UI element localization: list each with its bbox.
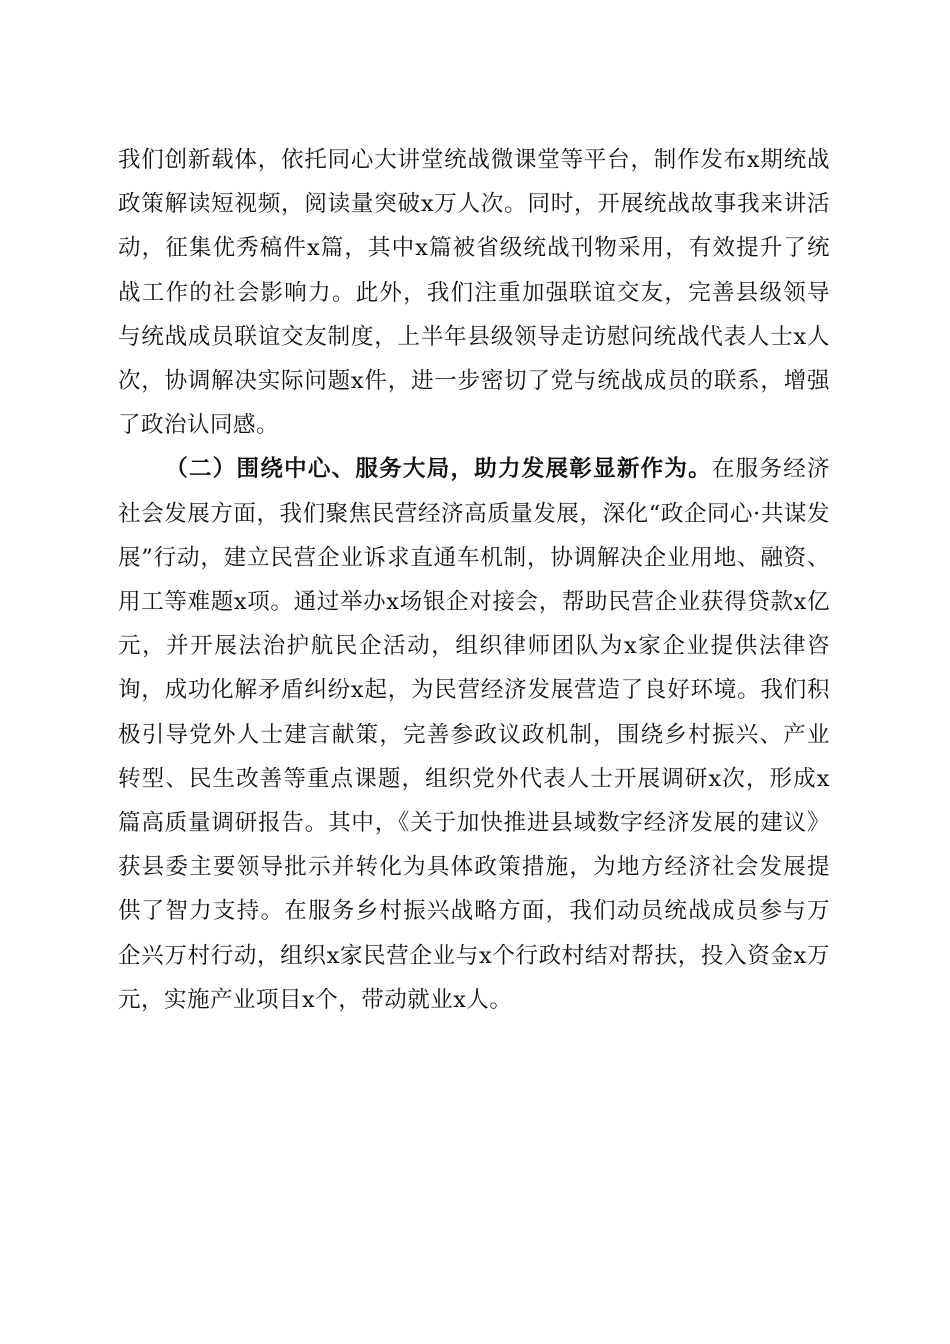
document-page [118,138,830,1022]
section-2-heading: （二）围绕中心、服务大局，助力发展彰显新作为。 [165,456,712,483]
paragraph-1: 我们创新载体，依托同心大讲堂统战微课堂等平台，制作发布x期统战政策解读短视频，阅读量突破x万人次。同时，开展统战故事我来讲活动，征集优秀稿件x篇，其中x篇被省级统战刊物采用，有效提升了统战工作的社会影响力。此外，我们注重加强联谊交友，完善县级领导与统战成员联谊交友制度，上半年县级领导走访慰问统战代表人士x人次，协调解决实际问题x件，进一步密切了党与统战成员的联系，增强了政治认同感。 [118,147,830,439]
section-2-body: 在服务经济社会发展方面，我们聚焦民营经济高质量发展，深化“政企同心·共谋发展”行动，建立民营企业诉求直通车机制，协调解决企业用地、融资、用工等难题x项。通过举办x场银企对接会，帮助民营企业获得贷款x亿元，并开展法治护航民企活动，组织律师团队为x家企业提供法律咨询，成功化解矛盾纠纷x起，为民营经济发展营造了良好环境。我们积极引导党外人士建言献策，完善参政议政机制，围绕乡村振兴、产业转型、民生改善等重点课题，组织党外代表人士开展调研x次，形成x篇高质量调研报告。其中，《关于加快推进县域数字经济发展的建议》获县委主要领导批示并转化为具体政策措施，为地方经济社会发展提供了智力支持。在服务乡村振兴战略方面，我们动员统战成员参与万企兴万村行动，组织x家民营企业与x个行政村结对帮扶，投入资金x万元，实施产业项目x个，带动就业x人。 [118,456,830,1013]
paragraph-section-2 [118,447,830,1022]
